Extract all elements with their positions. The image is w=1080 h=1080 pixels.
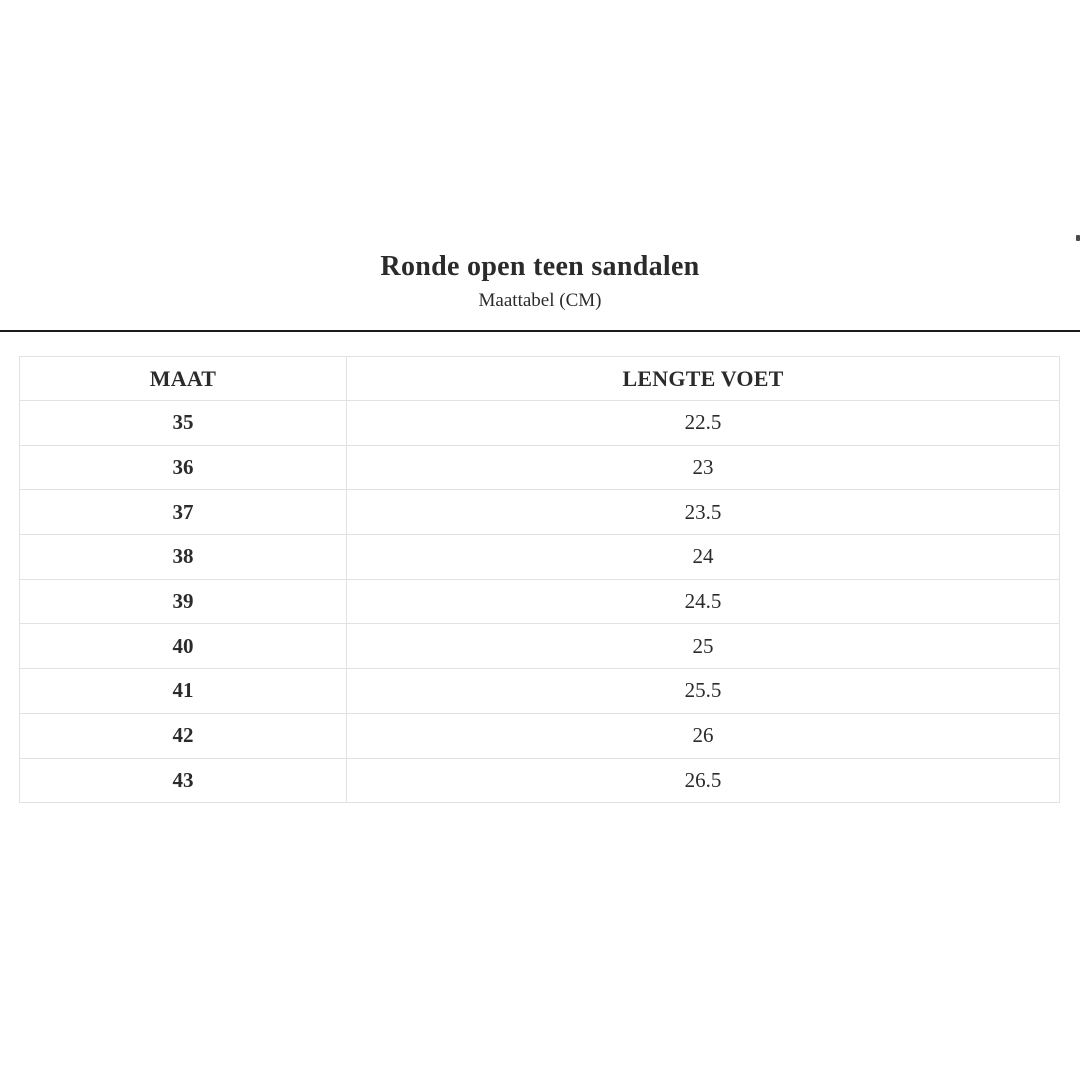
page-title: Ronde open teen sandalen [380, 251, 700, 282]
size-cell: 38 [20, 535, 347, 580]
scrollbar-thumb-artifact [1076, 235, 1080, 241]
foot-length-cell: 23.5 [347, 490, 1060, 535]
table-row [20, 624, 1060, 669]
table-row [20, 535, 1060, 580]
column-header-maat: MAAT [20, 357, 347, 401]
size-cell: 39 [20, 579, 347, 624]
foot-length-cell: 23 [347, 445, 1060, 490]
page-header [0, 248, 1080, 314]
table-row [20, 490, 1060, 535]
column-header-lengte-voet: LENGTE VOET [347, 357, 1060, 401]
table-row [20, 758, 1060, 803]
size-cell: 37 [20, 490, 347, 535]
foot-length-cell: 26.5 [347, 758, 1060, 803]
size-chart-table [19, 356, 1060, 803]
table-row [20, 445, 1060, 490]
foot-length-cell: 24 [347, 535, 1060, 580]
table-row [20, 669, 1060, 714]
foot-length-cell: 24.5 [347, 579, 1060, 624]
size-cell: 40 [20, 624, 347, 669]
table-header-row [20, 357, 1060, 401]
table-row [20, 401, 1060, 446]
size-cell: 36 [20, 445, 347, 490]
divider-rule [0, 330, 1080, 332]
size-cell: 35 [20, 401, 347, 446]
size-cell: 41 [20, 669, 347, 714]
page-subtitle: Maattabel (CM) [478, 290, 602, 311]
foot-length-cell: 25 [347, 624, 1060, 669]
foot-length-cell: 25.5 [347, 669, 1060, 714]
table-row [20, 579, 1060, 624]
size-cell: 43 [20, 758, 347, 803]
foot-length-cell: 22.5 [347, 401, 1060, 446]
table-row [20, 713, 1060, 758]
size-cell: 42 [20, 713, 347, 758]
foot-length-cell: 26 [347, 713, 1060, 758]
